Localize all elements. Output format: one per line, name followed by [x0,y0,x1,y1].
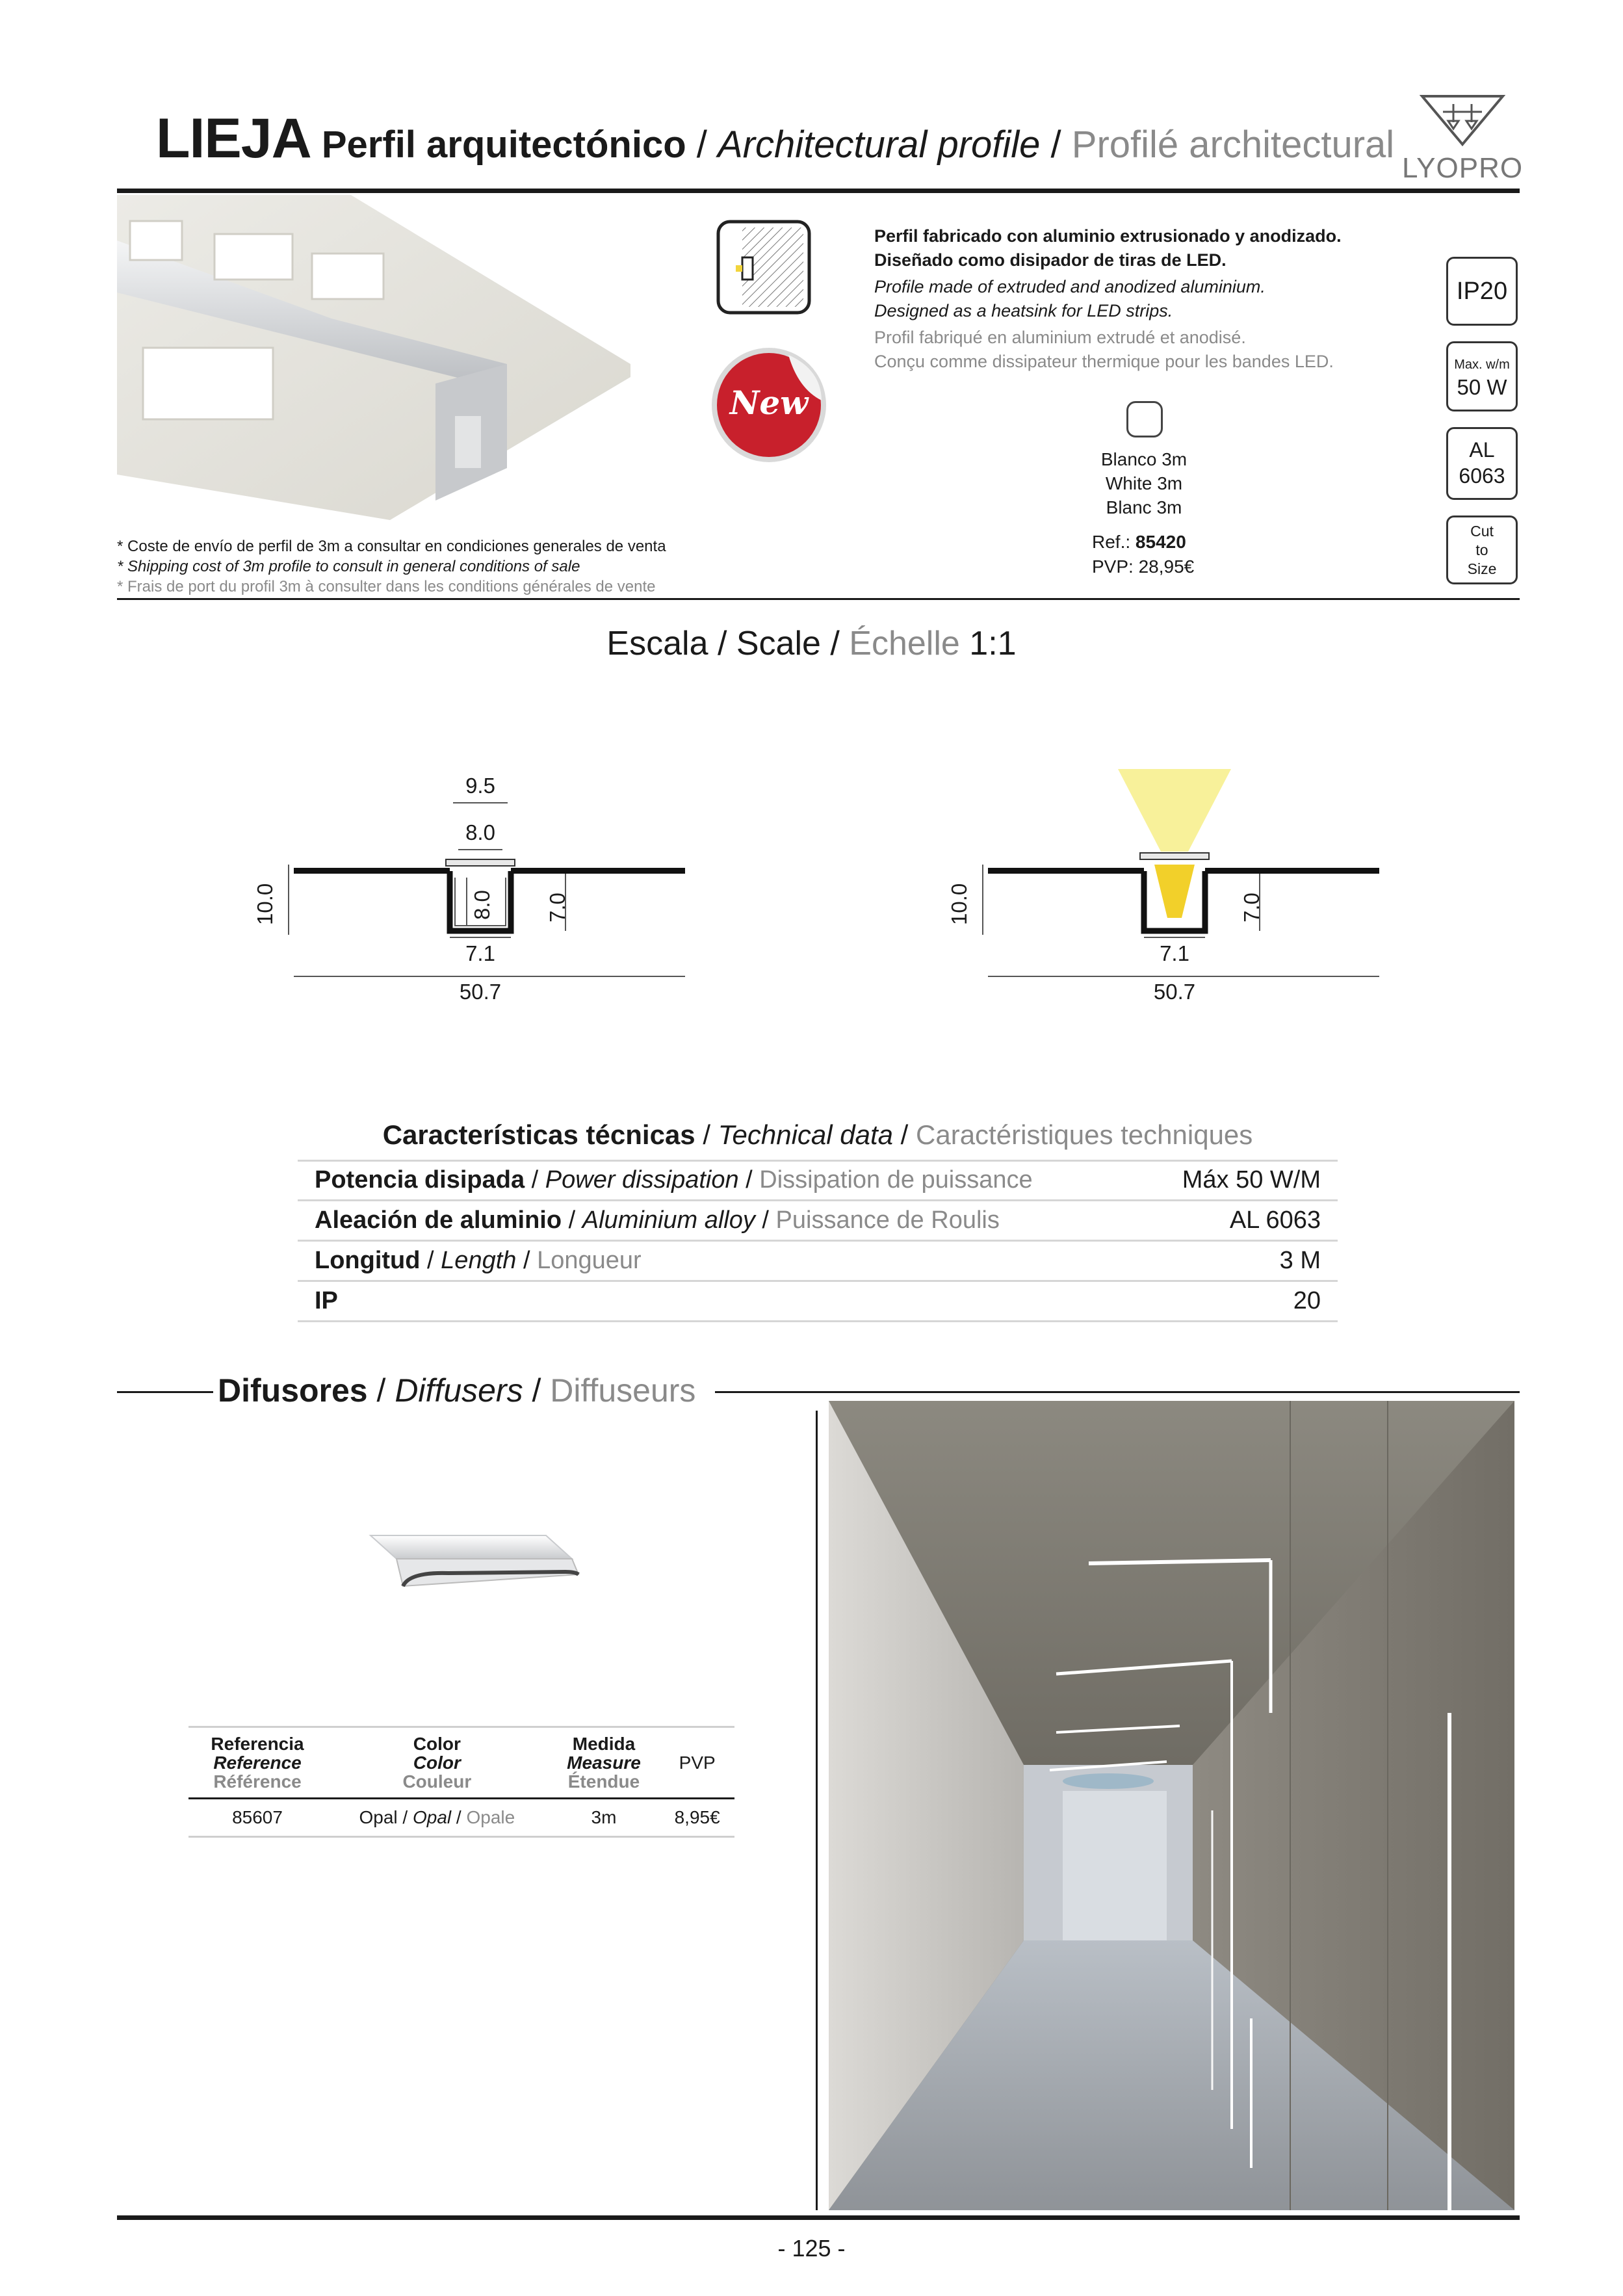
dim-h-inner: 8.0 [470,890,494,920]
diff-title-fr: Diffuseurs [550,1372,696,1409]
dim-h-total: 10.0 [253,883,277,925]
hdr-ref-es: Referencia [211,1734,304,1754]
technical-data-title: Características técnicas / Technical data / Caractéristiques techniques [382,1119,1253,1150]
page-title [156,107,1395,170]
diffuser-photo [351,1521,585,1612]
desc-fr-1: Profil fabriqué en aluminium extrudé et anodisé. [874,328,1246,347]
hdr-color-en: Color [413,1753,461,1773]
dim-w-inner: 8.0 [465,820,495,844]
table-row [298,1281,1338,1322]
desc-es-2: Diseñado como disipador de tiras de LED. [874,250,1227,270]
tech-label-es: Potencia disipada [315,1166,525,1194]
dim-h-total: 10.0 [947,883,971,925]
scale-ratio: 1:1 [969,625,1017,662]
tech-label-es: Aleación de aluminio [315,1207,562,1234]
diffusers-rule-left [117,1391,213,1393]
hdr-measure-en: Measure [567,1753,641,1773]
note-es: * Coste de envío de perfil de 3m a consultar en condiciones generales de venta [117,538,666,555]
color-info [1027,447,1261,519]
color-fr: Blanc 3m [1106,497,1182,517]
max-power-value: 50 W [1457,375,1507,399]
reference-block [1092,530,1194,579]
scale-sep: / [708,625,736,662]
title-sep: / [686,124,718,166]
dim-h-channel: 7.0 [545,893,569,922]
installation-photo [829,1401,1514,2210]
section-rule [117,598,1520,600]
title-sep: / [1040,124,1072,166]
tech-title-fr: Caractéristiques techniques [916,1119,1253,1150]
diffusers-rule-right [715,1391,1520,1393]
scale-title [0,624,1623,663]
tech-title-en: Technical data [718,1119,893,1150]
tech-value: 3 M [1144,1241,1338,1281]
page-number: - 125 - [777,2235,846,2262]
cell-color-en: Opal [412,1807,452,1827]
tech-label-fr: Puissance de Roulis [775,1207,1000,1234]
dim-w-bottom: 7.1 [465,941,495,965]
alloy-line-1: AL [1469,438,1495,462]
color-en: White 3m [1105,473,1183,493]
tech-label-fr: Dissipation de puissance [759,1166,1033,1194]
ip-rating: IP20 [1456,278,1508,305]
desc-en-2: Designed as a heatsink for LED strips. [874,301,1173,320]
cut-to-size-box [1446,515,1518,584]
scale-sep: / [820,625,850,662]
table-row: Aleación de aluminio / Aluminium alloy / Puissance de Roulis AL 6063 [298,1201,1338,1241]
table-row: Potencia disipada / Power dissipation / Dissipation de puissance Máx 50 W/M [298,1161,1338,1201]
white-color-swatch[interactable] [1126,401,1163,437]
title-es: Perfil arquitectónico [321,124,686,166]
note-en: * Shipping cost of 3m profile to consult in general conditions of sale [117,558,580,575]
col-color [326,1727,548,1799]
section-thumbnail-icon [716,220,811,315]
cell-color-es: Opal [359,1807,398,1827]
tech-label-en: Power dissipation [545,1166,739,1194]
color-es: Blanco 3m [1100,449,1188,469]
tech-value: 20 [1144,1281,1338,1322]
section-thumbnail [716,220,811,315]
title-fr: Profilé architectural [1071,124,1395,166]
tech-label-en: Length [441,1247,517,1274]
dimension-drawing-right [935,767,1403,1014]
hdr-color-fr: Couleur [402,1771,472,1792]
col-measure [548,1727,660,1799]
diff-title-en: Diffusers [395,1372,523,1409]
scale-en: Scale [736,625,821,662]
ref-value: 85420 [1135,532,1186,552]
column-divider [816,1411,818,2210]
cut-line-3: Size [1467,560,1497,577]
header-rule [117,189,1520,193]
shipping-notes [117,536,767,597]
dim-w-total: 50.7 [459,980,502,1004]
table-row [188,1799,734,1837]
product-photo [117,195,637,533]
hdr-ref-fr: Référence [213,1771,302,1792]
corridor-photo-icon [829,1401,1514,2210]
product-name: LIEJA [156,107,311,170]
alloy-line-2: 6063 [1459,464,1505,488]
cell-ref: 85607 [188,1799,326,1837]
hdr-measure-es: Medida [572,1734,636,1754]
dim-h-channel: 7.0 [1240,893,1264,922]
col-pvp: PVP [660,1727,734,1799]
cell-measure: 3m [548,1799,660,1837]
technical-data-table [298,1161,1338,1322]
ip-rating-box [1446,257,1518,326]
tech-label-fr: Longueur [537,1247,642,1274]
diffusers-title: Difusores / Diffusers / Diffuseurs [218,1372,696,1409]
hdr-color-es: Color [413,1734,461,1754]
footer-rule [117,2215,1520,2220]
new-badge-label: New [729,384,809,422]
diffusers-table [188,1726,734,1838]
profile-light-beam-icon [935,767,1403,1014]
dimension-drawing-left [240,767,708,1014]
cell-color: Opal / Opal / Opale [326,1799,548,1837]
ref-label: Ref.: [1092,532,1136,552]
tech-title-es: Características técnicas [382,1119,695,1150]
desc-en-1: Profile made of extruded and anodized aluminium. [874,277,1266,296]
cut-line-1: Cut [1470,523,1494,540]
tech-label-es: IP [315,1287,338,1314]
tech-value: Máx 50 W/M [1144,1161,1338,1201]
hdr-measure-fr: Étendue [567,1771,640,1792]
tech-value: AL 6063 [1144,1201,1338,1241]
table-header-row [188,1727,734,1799]
profile-render-icon [117,195,637,533]
scale-es: Escala [606,625,708,662]
col-reference [188,1727,326,1799]
max-power-box [1446,341,1518,411]
note-fr: * Frais de port du profil 3m à consulter dans les conditions générales de vente [117,578,656,595]
dim-w-bottom: 7.1 [1160,941,1189,965]
pvp-value: PVP: 28,95€ [1092,556,1195,577]
desc-fr-2: Conçu comme dissipateur thermique pour les bandes LED. [874,352,1334,371]
title-en: Architectural profile [717,124,1041,166]
scale-fr: Échelle [849,625,960,662]
diffuser-render-icon [351,1521,585,1612]
max-power-label: Max. w/m [1454,358,1510,372]
cut-line-2: to [1475,541,1488,558]
hdr-ref-en: Reference [213,1753,302,1773]
cell-pvp: 8,95€ [660,1799,734,1837]
new-badge [707,343,831,467]
tech-label-en: Aluminium alloy [582,1207,755,1234]
cell-color-fr: Opale [466,1807,515,1827]
dim-w-top: 9.5 [465,774,495,798]
tech-label-es: Longitud [315,1247,421,1274]
table-row: Longitud / Length / Longueur 3 M [298,1241,1338,1281]
brand-name: LYOPRO [1401,152,1524,184]
brand-logo [1397,91,1527,189]
alloy-box [1446,427,1518,500]
product-description [874,224,1407,374]
diff-title-es: Difusores [218,1372,368,1409]
desc-es-1: Perfil fabricado con aluminio extrusionado y anodizado. [874,226,1342,246]
dim-w-total: 50.7 [1153,980,1196,1004]
